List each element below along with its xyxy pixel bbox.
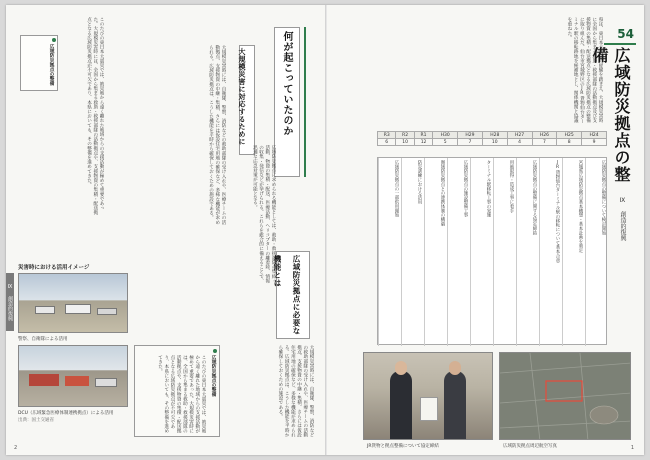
box-marker-icon [52, 38, 56, 42]
timeline-year-cell: H30 [433, 132, 458, 139]
person-head [449, 361, 461, 375]
main-heading-text: 何が起こっていたのか [281, 31, 292, 136]
timeline-entry: ターミナル駅移転工事の実施 [486, 160, 491, 218]
photo-caption: 広域防災拠点周辺航空写真 [503, 444, 557, 449]
photo-caption: JR貨物と拠点整備について協定締結 [367, 444, 439, 449]
timeline-divider [447, 158, 448, 346]
timeline-divider [585, 158, 586, 346]
timeline-divider [493, 158, 494, 346]
timeline-entry: 広域防災拠点の一部供用開始 [394, 160, 399, 218]
tent-shape [97, 308, 117, 315]
person-figure [444, 371, 466, 440]
timeline-count-cell: 10 [482, 139, 507, 146]
timeline-body [377, 157, 607, 345]
timeline-count-cell: 10 [396, 139, 414, 146]
main-heading [274, 27, 300, 177]
timeline-year-cell: R3 [378, 132, 396, 139]
timeline-count-cell: 5 [433, 139, 458, 146]
tent-shape [65, 376, 89, 386]
timeline-entry: 用地取得・造成工事に着手 [509, 160, 514, 213]
section-tab [6, 273, 14, 331]
timeline-count-cell: 9 [582, 139, 607, 146]
info-box [134, 345, 220, 437]
timeline-entry: 圏域防災拠点との連携体制の構築 [440, 160, 445, 226]
timeline-year-cell: H26 [532, 132, 557, 139]
category-label [613, 197, 632, 241]
right-page [327, 5, 644, 455]
timeline-year-cell: R2 [396, 132, 414, 139]
info-box-label: 広域防災拠点の整備 [49, 44, 54, 86]
timeline-entry: 宮城県広域防災拠点基本構想・基本計画を策定 [578, 160, 583, 253]
image-section-title: 災害時における活用イメージ [18, 265, 90, 271]
photo-caption: DCU（広域緊急医療体制連携拠点）による活用 [18, 411, 114, 416]
number-rule [604, 43, 636, 45]
person-head [395, 361, 407, 375]
timeline-year-cell: H25 [557, 132, 582, 139]
timeline-entry: JR貨物仙台ターミナル駅の移転について基本合意 [555, 160, 560, 263]
timeline-year-cell: H24 [582, 132, 607, 139]
timeline-count-cell: 6 [378, 139, 396, 146]
timeline-divider [562, 158, 563, 346]
timeline-entry: 広域防災拠点の整備について検討開始 [601, 160, 606, 235]
timeline-divider [539, 158, 540, 346]
page-number: 1 [630, 445, 634, 451]
body-text-block: 大規模災害時には、自衛隊、警察、消防などの救助部隊の受け入れや、医療チームの活動拠点、支援物資の中継・集積、さらには仮設住宅用地の確保など、多様な機能が求められる。広域防災拠点は、こうした機能を平時から確保しておくための施設である。 [277, 345, 314, 437]
photo-police-usage [18, 273, 128, 333]
body-text-block: このたびの東日本大震災では、被災地から遠く離れた地域からの支援活動が極めて重要であった。大規模災害時には、全国から集まる救助・救援部隊の活動拠点や、支援物資の集積・配送拠点となる広域防災拠点が不可欠であり、本県においても、その整備を進めてきた。 [86, 17, 104, 215]
info-box-label: 広域防災拠点の整備 [211, 355, 216, 397]
timeline-entry: 広域防災拠点の整備に関する協定締結 [532, 160, 537, 235]
photo-dcu-usage [18, 345, 128, 407]
left-page [6, 5, 325, 455]
photo-source: 出典：国土交通省 [18, 418, 54, 423]
photo-agreement-signing [363, 352, 493, 440]
timeline-year-cell: H27 [507, 132, 532, 139]
tent-shape [35, 306, 55, 314]
timeline-divider [516, 158, 517, 346]
timeline-entry: 広域防災拠点の施設整備工事 [463, 160, 468, 218]
timeline-count-cell: 4 [507, 139, 532, 146]
body-text-block: 広域防災拠点に求められる機能としては、救助・救援部隊の集結・活動、物資の集積・配送、医療活動、ヘリコプターの離着陸、情報の収集・発信などが挙げられる。これらを総合的に備えることで、迅速な応急対策が可能となる。 [252, 145, 276, 283]
timeline-divider [470, 158, 471, 346]
category-text: Ⅸ 創造的復興 [619, 197, 626, 241]
photo-caption: 警察、自衛隊による活用 [18, 337, 68, 342]
body-text-block: 大規模災害時には、自衛隊、警察、消防などの救助部隊の受け入れや、医療チームの活動拠点、支援物資の中継・集積、さらには仮設住宅用地の確保など、多様な機能が求められる。広域防災拠点は、こうした機能を平時から確保しておくための施設である。 [208, 45, 226, 225]
article-number: 54 [617, 27, 634, 41]
timeline-count-cell: 8 [557, 139, 582, 146]
timeline-divider [401, 158, 402, 346]
info-box [20, 35, 58, 91]
sub-heading-text: 大規模災害に対応するために [238, 48, 246, 146]
sub-heading [239, 45, 255, 155]
section-tab-label: Ⅸ 創造的復興 [7, 283, 13, 321]
tent-shape [29, 374, 59, 386]
timeline-count-cell: 7 [532, 139, 557, 146]
document-held [420, 397, 438, 421]
article-title-text: 広域防災拠点の整備 [590, 47, 631, 183]
magazine-spread [6, 5, 644, 455]
timeline-count-cell: 7 [458, 139, 483, 146]
tent-shape [65, 304, 91, 314]
page-number: 2 [14, 445, 18, 451]
section-heading-text: 広域防災拠点に必要な機能とは [273, 255, 301, 335]
timeline-year-cell: R1 [414, 132, 432, 139]
timeline-count-cell: 12 [414, 139, 432, 146]
aerial-map-graphic [500, 353, 631, 440]
photo-aerial-view [499, 352, 631, 440]
timeline-year-cell: H29 [458, 132, 483, 139]
person-figure [390, 371, 412, 440]
timeline-entry: 防災訓練における活用 [417, 160, 422, 204]
info-box-text: このたびの東日本大震災では、被災地から遠く離れた地域からの支援活動が極めて重要であった。大規模災害時には、全国から集まる救助・救援部隊の活動拠点や、支援物資の集積・配送拠点となる広域防災拠点が不可欠であり、本県においても、その整備を進めてきた。 [157, 355, 206, 434]
heading-rule [304, 27, 306, 177]
timeline-divider [378, 158, 379, 346]
intro-text: 県は、東日本大震災の経験を踏まえ、大規模災害時に全国から集まる救助・救援部隊の活動拠点及び支援物資の集積・配送拠点となる広域防災拠点の整備に取り組んだ。仙台市宮城野区のJR貨物仙台ターミナル駅の移転跡地を候補地とし、関係機関と協議を重ねた。 [566, 17, 603, 124]
box-marker-icon [213, 349, 217, 353]
timeline-divider [424, 158, 425, 346]
tent-shape [95, 378, 117, 387]
timeline-year-cell: H28 [482, 132, 507, 139]
timeline-header [377, 131, 607, 146]
section-heading [273, 251, 310, 339]
